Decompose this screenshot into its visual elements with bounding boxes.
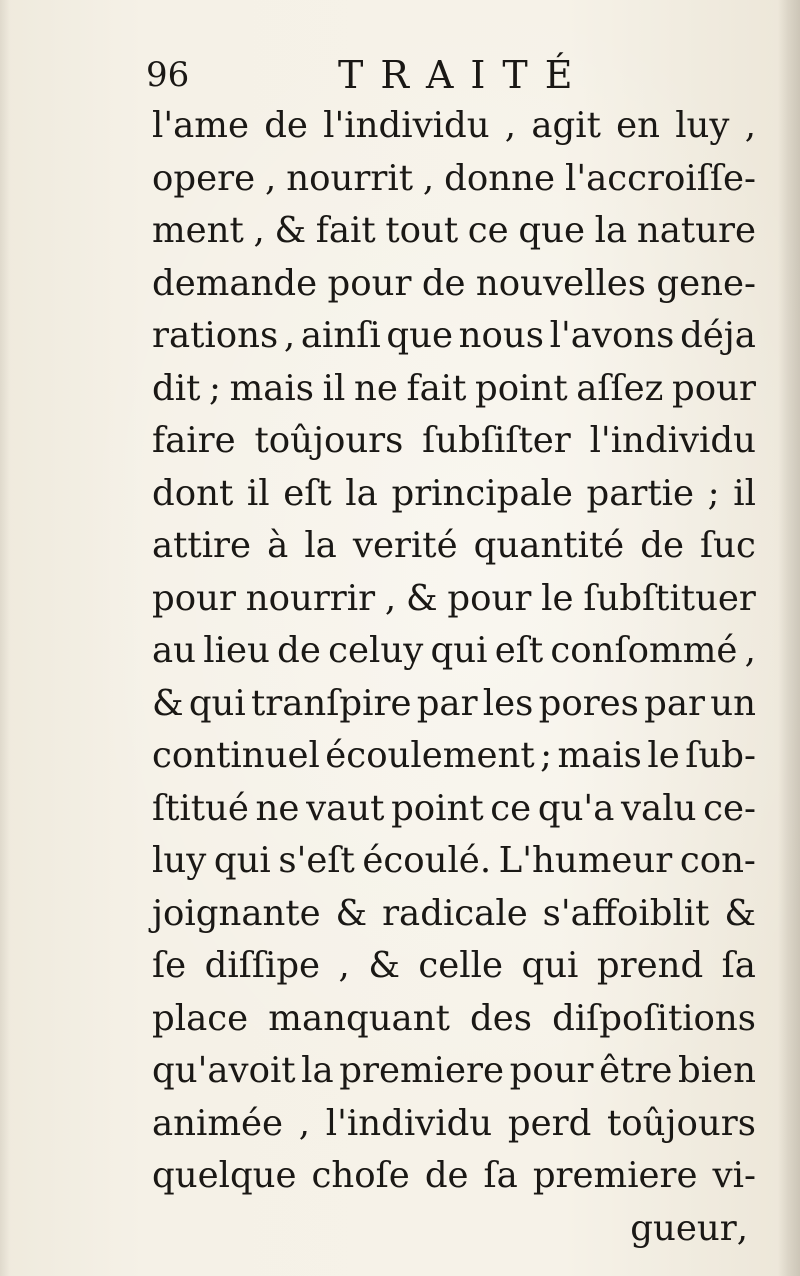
text-word: il [322,367,346,409]
text-word: ſubſiſter [422,420,571,461]
text-word: des [470,997,532,1039]
text-word: choſe [311,1155,410,1196]
text-word: déja [680,315,756,356]
text-line [152,573,756,626]
text-word: pour [327,262,412,304]
text-word: par [644,682,705,724]
text-word: il [246,472,270,514]
text-word: , [265,157,277,199]
text-word: , [298,1102,311,1144]
text-word: l'individu [323,105,490,146]
text-word: diſſipe [204,945,321,986]
text-word: aſſez [576,367,664,409]
text-word: ; [208,367,221,409]
text-word: ce- [703,787,756,829]
text-line [152,258,756,311]
text-line [152,993,756,1046]
text-word: ſuc [700,525,756,566]
text-word: il [733,472,756,514]
text-line [152,468,756,521]
text-word: que [518,210,585,251]
text-word: ; [707,472,720,514]
text-word: l'individu [589,420,756,461]
text-word: , [744,630,756,671]
text-word: animée [152,1102,284,1144]
text-line [152,153,756,206]
text-word: luy [675,105,730,146]
text-word: la [594,210,628,251]
text-word: pour [152,577,236,619]
text-word: mais [557,735,642,776]
text-word: à [267,525,289,566]
text-word: quantité [473,525,625,566]
text-word: pour [672,367,756,409]
text-word: tranſpire [251,682,412,724]
text-word: , [384,577,397,619]
text-word: ſa [721,945,756,986]
text-word: les [482,682,534,724]
text-word: prend [596,945,704,986]
text-word: premiere [532,1155,698,1196]
text-word: fait [406,367,467,409]
text-word: qu'avoit [152,1050,296,1091]
text-word: nous [458,315,544,356]
text-word: nature [636,210,756,251]
text-word: au [152,630,197,671]
text-word: rations [152,315,279,356]
text-word: gene- [656,262,756,304]
body-text [152,100,756,1255]
text-word: le [541,577,574,619]
text-line [152,678,756,731]
text-line [152,940,756,993]
text-word: & [368,945,400,986]
page-number: 96 [146,55,190,95]
text-word: nourrir [245,577,376,619]
text-word: qui [521,945,579,986]
text-line [152,415,756,468]
text-word: mais [229,367,314,409]
text-word: attire [152,525,252,566]
text-word: ce [490,787,532,829]
text-word: eſt [283,472,332,514]
text-word: en [616,105,660,146]
text-word: ainſi [300,315,381,356]
text-word: , [422,157,435,199]
text-word: , [736,1207,748,1249]
text-word: le [647,735,680,776]
text-word: & [335,892,368,934]
text-word: gueur [630,1207,737,1249]
text-line [152,888,756,941]
text-word: radicale [382,892,528,934]
text-word: & [152,682,184,724]
text-word: continuel [152,735,320,776]
text-word: manquant [268,997,450,1039]
text-word: luy [152,840,207,881]
text-word: toûjours [607,1102,756,1144]
text-word: , [744,105,756,146]
text-word: demande [152,262,318,304]
text-line [152,1203,756,1256]
text-word: perd [507,1102,592,1144]
text-word: l'ame [152,105,249,146]
text-word: la [345,472,378,514]
text-word: ne [353,367,398,409]
text-word: , [253,210,265,251]
text-word: opere [152,157,256,199]
text-word: , [283,315,296,356]
text-line [152,100,756,153]
text-word: conſommé [550,630,738,671]
text-word: s'affoiblit [542,892,710,934]
text-word: un [710,682,756,724]
text-word: valu [621,787,697,829]
text-word: écoulement [325,735,535,776]
text-word: ; [540,735,553,776]
text-word: s'eſt [278,840,355,881]
text-word: lieu [203,630,270,671]
text-word: celle [418,945,503,986]
text-word: qui [213,840,271,881]
text-word: dont [152,472,234,514]
spine-shadow [778,0,800,1276]
text-line [152,625,756,678]
text-word: agit [531,105,601,146]
text-word: eſt [494,630,544,671]
text-word: pour [509,1050,594,1091]
text-word: par [416,682,478,724]
text-line [152,310,756,363]
text-word: l'individu [325,1102,493,1144]
text-word: donne [444,157,556,199]
text-word: dit [152,367,201,409]
text-word: faire [152,420,236,461]
text-word: & [724,892,756,934]
text-word: de [264,105,308,146]
text-word: toûjours [254,420,404,461]
text-word: premiere [339,1050,504,1091]
text-word: la [304,525,337,566]
text-word: place [152,997,249,1039]
text-word: l'accroiſſe- [564,157,756,199]
text-word: ſubſtituer [583,577,756,619]
text-line [152,783,756,836]
running-title: TRAITÉ [338,53,590,97]
text-word: nouvelles [475,262,647,304]
text-line [152,363,756,416]
text-word: que [386,315,453,356]
text-line [152,1045,756,1098]
text-word: con- [679,840,756,881]
text-word: diſpoſitions [552,997,756,1039]
text-word: ment [152,210,244,251]
text-word: pores [538,682,639,724]
text-word: tout [385,210,459,251]
text-word: joignante [152,892,321,934]
text-word: de [421,262,466,304]
text-word: de [424,1155,469,1196]
text-line [152,835,756,888]
text-word: & [274,210,307,251]
text-word: l'avons [549,315,675,356]
text-word: qu'a [537,787,615,829]
text-line [152,730,756,783]
text-word: , [338,945,350,986]
text-word: la [301,1050,334,1091]
text-line [152,205,756,258]
text-word: nourrit [286,157,413,199]
text-word: ſub- [685,735,756,776]
text-word: vi- [712,1155,756,1196]
text-word: , [504,105,517,146]
text-word: bien [677,1050,756,1091]
text-word: fait [315,210,376,251]
text-word: être [599,1050,673,1091]
text-line [152,520,756,573]
page-left-edge [0,0,10,1276]
text-word: ſa [483,1155,518,1196]
text-line [152,1098,756,1151]
text-word: principale [391,472,573,514]
text-word: vaut [306,787,385,829]
text-word: L'humeur [498,840,673,881]
text-word: pour [447,577,532,619]
text-word: ne [255,787,300,829]
text-word: qui [188,682,246,724]
text-word: partie [586,472,695,514]
text-line [152,1150,756,1203]
text-word: quelque [152,1155,297,1196]
text-word: qui [430,630,488,671]
text-word: ſtitué [152,787,249,829]
text-word: point [475,367,568,409]
text-word: celuy [328,630,424,671]
text-word: verité [352,525,458,566]
text-word: de [277,630,321,671]
text-word: & [406,577,438,619]
text-word: de [640,525,684,566]
text-word: écoulé. [362,840,492,881]
text-word: ſe [152,945,187,986]
text-word: point [391,787,484,829]
text-word: ce [467,210,509,251]
